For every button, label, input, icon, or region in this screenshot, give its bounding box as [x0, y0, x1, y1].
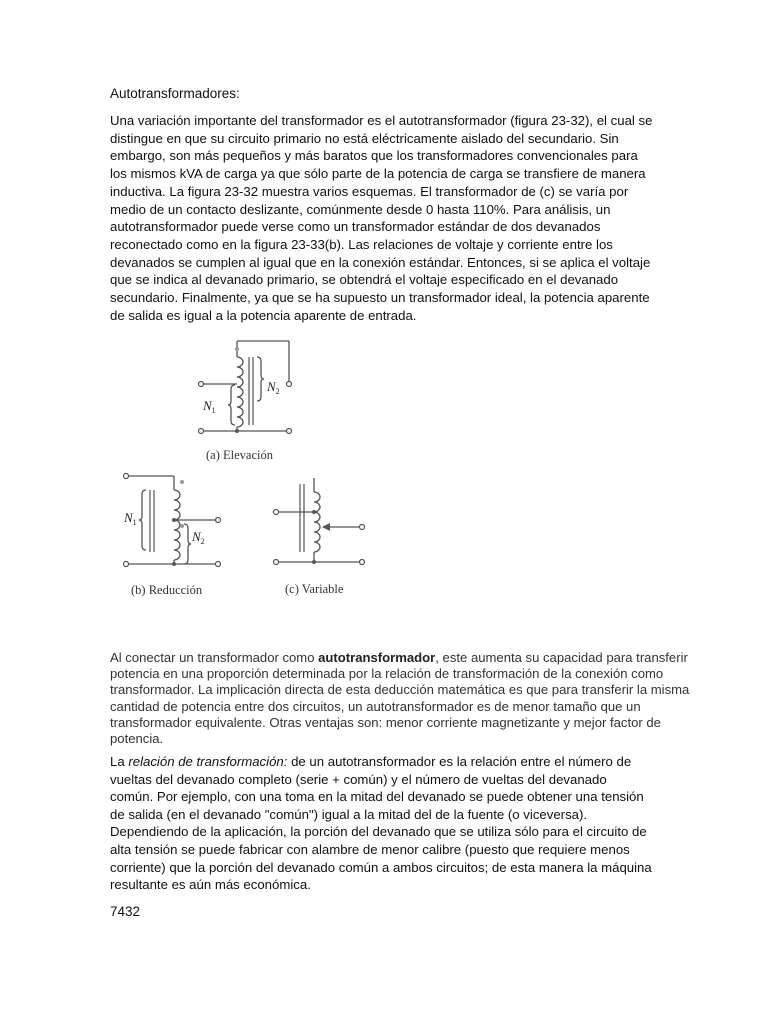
- figure-b-step-down: [118, 470, 228, 570]
- figure-b-schematic: [118, 470, 228, 570]
- n2-label-b: $N_2$: [192, 529, 205, 546]
- figure-a-schematic: [195, 335, 305, 447]
- p3-text-before: La: [110, 754, 129, 769]
- n1-label-b: $N_1$: [124, 510, 137, 527]
- p3-text-after: de un autotransformador es la relación entre el número de vueltas del devanado completo (serie + común) y el número de vueltas del devanado común. Por ejemplo, con una toma en la mitad del devanado se puede obtener una tensión de salida (en el devanado "común") igual a la mitad del de la fuente (o viceversa). Dependiendo de la aplicación, la porción del devanado que se utiliza sólo para el circuito de alta tensión se puede fabricar con alambre de menor calibre (puesto que requiere menos corriente) que la porción del devanado común a ambos circuitos; de esta manera la máquina resultante es aún más económica.: [110, 754, 652, 893]
- figure-c-schematic: [268, 472, 373, 572]
- caption-a: (a) Elevación: [206, 448, 273, 462]
- p2-text-after: , este aumenta su capacidad para transferir potencia en una proporción determinada por la relación de transformación de la conexión como transformador. La implicación directa de esta deducción matemática es que para transferir la misma cantidad de potencia entre dos circuitos, un autotransformador es de menor tamaño que un transformador equivalente. Otras ventajas son: menor corriente magnetizante y mejor factor de potencia.: [110, 650, 690, 747]
- intro-paragraph: Una variación importante del transformador es el autotransformador (figura 23-32), el cual se distingue en que su circuito primario no está eléctricamente aislado del secundario. Sin embargo, son más pequeños y más baratos que los transformadores convencionales para los mismos kVA de carga ya que sólo parte de la potencia de carga se transfiere de manera inductiva. La figura 23-32 muestra varios esquemas. El transformador de (c) se varía por medio de un contacto deslizante, comúnmente desde 0 hasta 110%. Para análisis, un autotransformador puede verse como un transformador estándar de dos devanados reconectado como en la figura 23-33(b). Las relaciones de voltaje y corriente entre los devanados se cumplen al igual que en la conexión estándar. Entonces, si se aplica el voltaje que se indica al devanado primario, se obtendrá el voltaje especificado en el devanado secundario. Finalmente, ya que se ha supuesto un transformador ideal, la potencia aparente de salida es igual a la potencia aparente de entrada.: [110, 113, 653, 323]
- figure-c-variable: [268, 472, 373, 572]
- autotransformer-capacity-paragraph: [110, 650, 690, 747]
- transformation-ratio-paragraph: [110, 753, 652, 894]
- n1-label-a: $N_1$: [203, 398, 216, 415]
- n2-label-a: $N_2$: [267, 379, 280, 396]
- figure-a-step-up: [195, 335, 305, 447]
- caption-b: (b) Reducción: [131, 583, 203, 597]
- section-heading: Autotransformadores:: [110, 86, 240, 101]
- page-number: 7432: [110, 904, 141, 919]
- p3-italic-term: relación de transformación:: [128, 754, 288, 769]
- p2-text-before: Al conectar un transformador como: [110, 650, 319, 665]
- caption-c: (c) Variable: [285, 582, 344, 596]
- p2-bold-term: autotransformador: [318, 650, 436, 665]
